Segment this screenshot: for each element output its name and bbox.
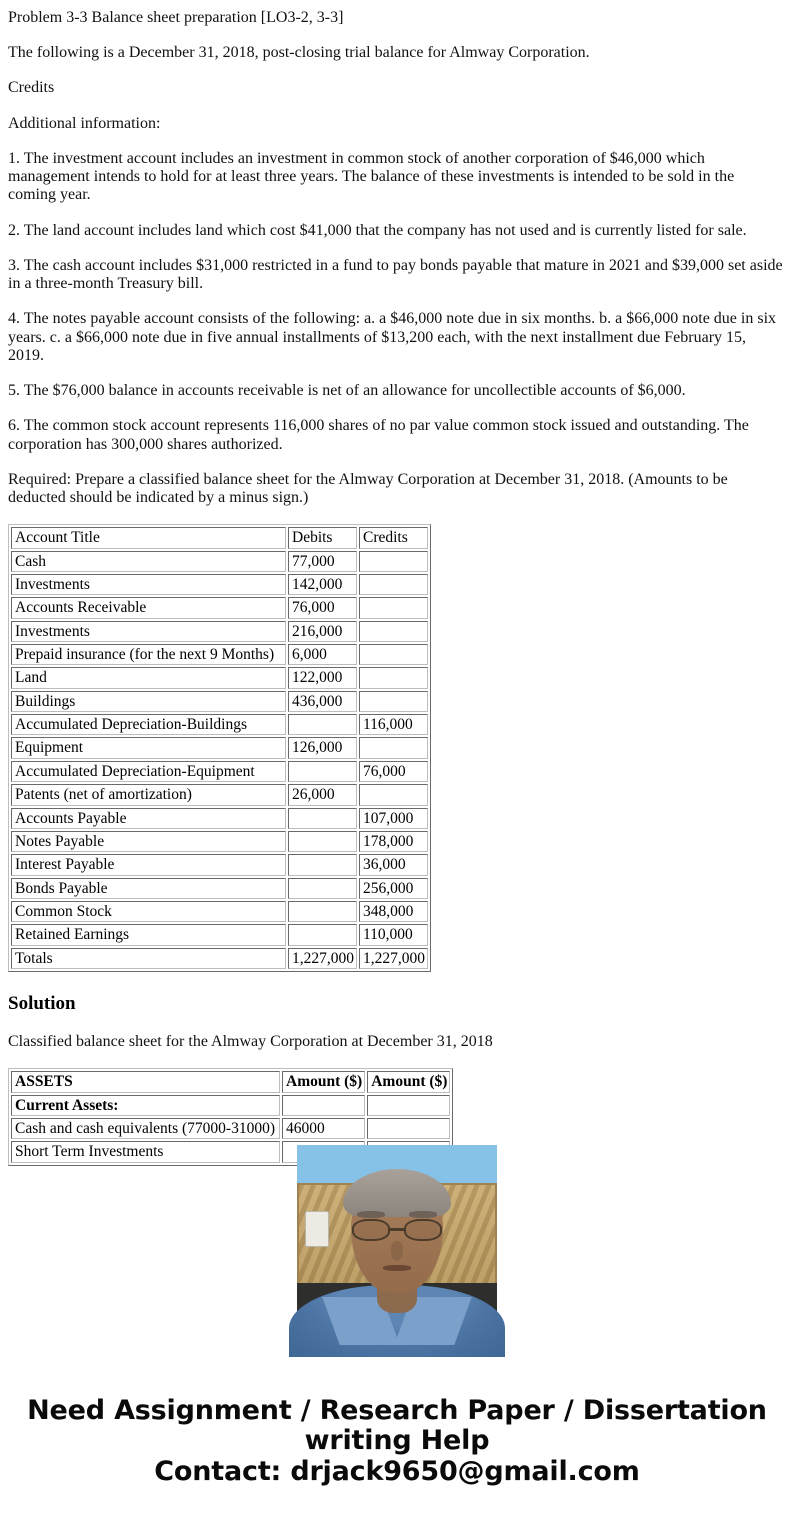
photo-eyebrow-right	[409, 1211, 437, 1218]
account-credit	[359, 691, 428, 712]
column-header-account-title: Account Title	[11, 527, 286, 548]
account-credit: 76,000	[359, 761, 428, 782]
account-credit	[359, 784, 428, 805]
note-2: 2. The land account includes land which cost $41,000 that the company has not used and is currently listed for sale.	[8, 221, 747, 239]
account-debit	[288, 831, 357, 852]
credits-label: Credits	[8, 79, 55, 97]
problem-intro: The following is a December 31, 2018, post-closing trial balance for Almway Corporation.	[8, 44, 590, 62]
account-credit: 110,000	[359, 924, 428, 945]
account-debit: 436,000	[288, 691, 357, 712]
table-row	[11, 551, 428, 572]
photo-eyebrow-left	[357, 1211, 385, 1218]
account-debit	[288, 854, 357, 875]
note-1: 1. The investment account includes an investment in common stock of another corporation of $46,000 which management intends to hold for at least three years. The balance of these investments is intended to be sold in the coming year.	[8, 149, 735, 204]
photo-eyeglass-right	[404, 1219, 442, 1241]
account-title: Accumulated Depreciation-Equipment	[11, 761, 286, 782]
table-row	[11, 831, 428, 852]
account-title: Common Stock	[11, 901, 286, 922]
account-credit: 36,000	[359, 854, 428, 875]
account-credit	[359, 667, 428, 688]
photo-eyeglass-left	[352, 1219, 390, 1241]
account-credit	[359, 574, 428, 595]
solution-heading: Solution	[8, 993, 76, 1015]
account-title: Investments	[11, 574, 286, 595]
account-title: Buildings	[11, 691, 286, 712]
note-3: 3. The cash account includes $31,000 restricted in a fund to pay bonds payable that mature in 2021 and $39,000 set aside in a three-month Treasury bill.	[8, 256, 783, 293]
solution-caption: Classified balance sheet for the Almway Corporation at December 31, 2018	[8, 1032, 493, 1050]
table-row	[11, 761, 428, 782]
account-credit: 116,000	[359, 714, 428, 735]
table-row	[11, 667, 428, 688]
account-debit: 26,000	[288, 784, 357, 805]
account-title: Patents (net of amortization)	[11, 784, 286, 805]
table-row	[11, 878, 428, 899]
account-debit: 122,000	[288, 667, 357, 688]
photo-eyeglass-bridge	[390, 1228, 404, 1231]
problem-title: Problem 3-3 Balance sheet preparation [LO3-2, 3-3]	[8, 9, 344, 26]
column-header-amount-2: Amount ($)	[367, 1071, 450, 1092]
account-title: Cash	[11, 551, 286, 572]
promo-line-2: writing Help	[304, 1425, 490, 1457]
column-header-assets: ASSETS	[11, 1071, 280, 1092]
account-credit	[359, 621, 428, 642]
account-debit	[288, 761, 357, 782]
required-statement: Required: Prepare a classified balance sheet for the Almway Corporation at December 31, 2018. (Amounts to be deducted should be indicated by a minus sign.)	[8, 470, 728, 506]
profile-photo-container	[0, 1145, 794, 1350]
account-title: Investments	[11, 621, 286, 642]
column-header-amount-1: Amount ($)	[282, 1071, 365, 1092]
amount-1: 46000	[282, 1118, 365, 1139]
photo-mouth	[383, 1265, 411, 1271]
table-row	[11, 924, 428, 945]
account-debit	[288, 901, 357, 922]
table-row	[11, 784, 428, 805]
promo-banner	[0, 1396, 794, 1487]
account-title: Retained Earnings	[11, 924, 286, 945]
table-row	[11, 574, 428, 595]
amount-2	[367, 1118, 450, 1139]
account-credit	[359, 737, 428, 758]
table-row	[11, 737, 428, 758]
account-credit	[359, 644, 428, 665]
solution-table-clip	[8, 1068, 786, 1161]
table-row-totals	[11, 948, 428, 969]
account-debit: 1,227,000	[288, 948, 357, 969]
table-row	[11, 808, 428, 829]
table-row	[11, 854, 428, 875]
trial-balance-table	[8, 524, 431, 972]
note-5: 5. The $76,000 balance in accounts receivable is net of an allowance for uncollectible accounts of $6,000.	[8, 382, 686, 400]
account-title: Prepaid insurance (for the next 9 Months)	[11, 644, 286, 665]
account-credit	[359, 597, 428, 618]
note-6: 6. The common stock account represents 116,000 shares of no par value common stock issued and outstanding. The corporation has 300,000 shares authorized.	[8, 417, 749, 453]
account-debit	[288, 924, 357, 945]
table-row	[11, 901, 428, 922]
table-row	[11, 714, 428, 735]
account-credit: 178,000	[359, 831, 428, 852]
amount-2	[367, 1095, 450, 1116]
account-title: Equipment	[11, 737, 286, 758]
account-title: Accumulated Depreciation-Buildings	[11, 714, 286, 735]
table-row	[11, 597, 428, 618]
account-title: Accounts Receivable	[11, 597, 286, 618]
account-credit: 107,000	[359, 808, 428, 829]
document-body	[0, 9, 794, 1161]
photo-wall-outlet	[305, 1211, 329, 1247]
account-debit	[288, 714, 357, 735]
column-header-debits: Debits	[288, 527, 357, 548]
table-header-row	[11, 527, 428, 548]
note-4: 4. The notes payable account consists of the following: a. a $46,000 note due in six months. b. a $66,000 note due in six years. c. a $66,000 note due in five annual installments of $13,200 each, with the next installment due February 15, 2019.	[8, 310, 777, 364]
promo-line-1: Need Assignment / Research Paper / Dissertation	[27, 1395, 767, 1427]
table-row-section	[11, 1095, 450, 1116]
account-debit: 126,000	[288, 737, 357, 758]
account-debit: 76,000	[288, 597, 357, 618]
account-debit: 142,000	[288, 574, 357, 595]
amount-1	[282, 1095, 365, 1116]
account-credit: 348,000	[359, 901, 428, 922]
line-item-label: Short Term Investments	[11, 1141, 280, 1162]
account-title: Interest Payable	[11, 854, 286, 875]
line-item-label: Cash and cash equivalents (77000-31000)	[11, 1118, 280, 1139]
account-credit: 1,227,000	[359, 948, 428, 969]
account-title: Totals	[11, 948, 286, 969]
account-debit: 216,000	[288, 621, 357, 642]
table-row	[11, 691, 428, 712]
account-credit: 256,000	[359, 878, 428, 899]
avatar	[297, 1145, 497, 1345]
section-label: Current Assets:	[11, 1095, 280, 1116]
account-title: Notes Payable	[11, 831, 286, 852]
account-title: Land	[11, 667, 286, 688]
account-title: Accounts Payable	[11, 808, 286, 829]
table-row	[11, 644, 428, 665]
additional-information-label: Additional information:	[8, 114, 161, 132]
account-debit	[288, 878, 357, 899]
table-row	[11, 1118, 450, 1139]
account-debit: 77,000	[288, 551, 357, 572]
table-row	[11, 621, 428, 642]
promo-line-3: Contact: drjack9650@gmail.com	[154, 1455, 640, 1487]
table-header-row	[11, 1071, 450, 1092]
account-title: Bonds Payable	[11, 878, 286, 899]
account-debit: 6,000	[288, 644, 357, 665]
column-header-credits: Credits	[359, 527, 428, 548]
account-credit	[359, 551, 428, 572]
account-debit	[288, 808, 357, 829]
